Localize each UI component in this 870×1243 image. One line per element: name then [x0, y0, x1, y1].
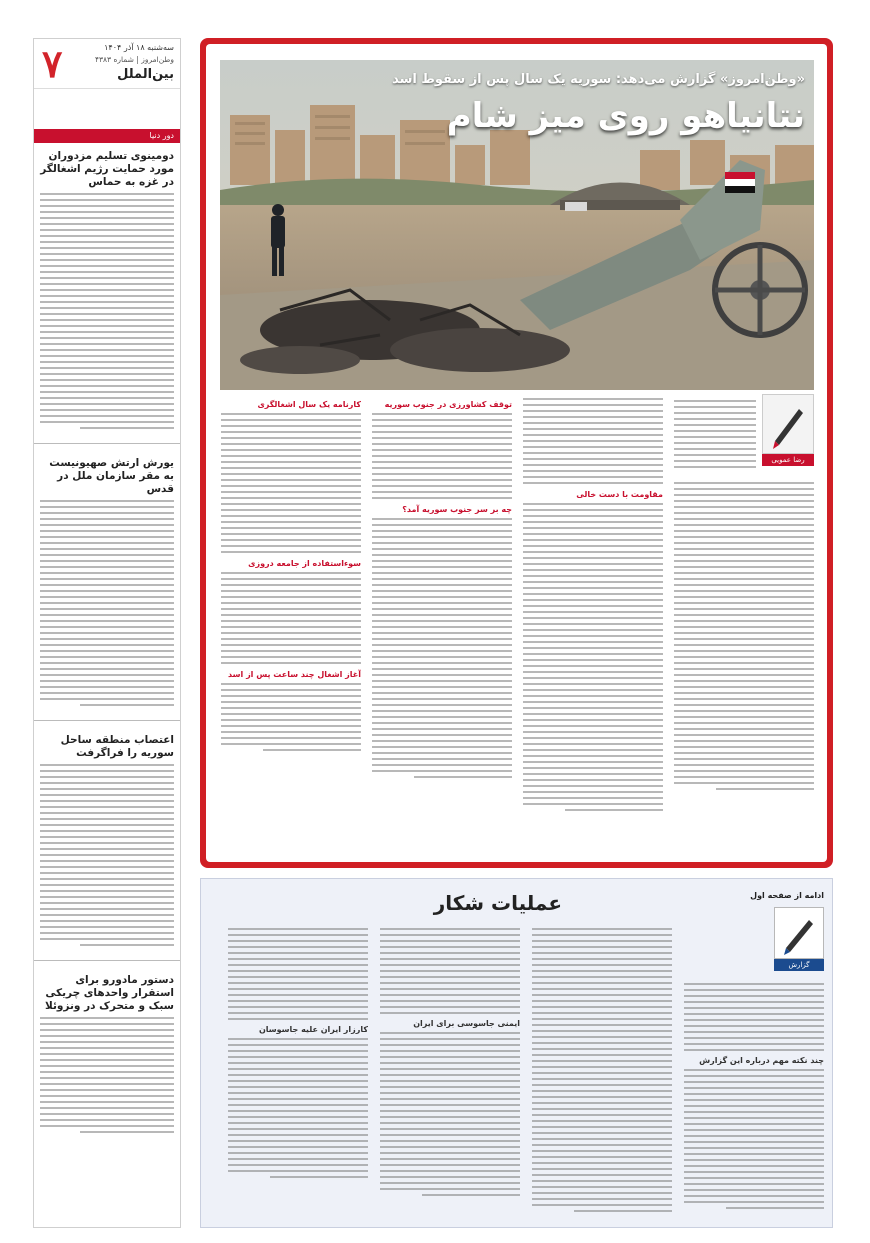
subheading: سوءاستفاده از جامعه دروزی	[248, 559, 361, 568]
section-ribbon: دور دنیا	[34, 129, 180, 143]
story-body	[40, 1017, 174, 1133]
divider	[34, 443, 180, 444]
bottom-feature	[200, 878, 833, 1228]
main-story	[206, 44, 827, 862]
sidebar-story[interactable]	[34, 143, 180, 437]
story-column	[674, 394, 814, 854]
story-columns	[220, 394, 814, 854]
sidebar-story[interactable]	[34, 967, 180, 1141]
sidebar-story[interactable]	[34, 450, 180, 714]
subheading: مقاومت با دست خالی	[576, 490, 663, 499]
subheading: چند نکته مهم درباره این گزارش	[699, 1056, 824, 1065]
author-name: رضا عمویی	[762, 454, 814, 466]
subheading: آغاز اشغال چند ساعت پس از اسد	[228, 670, 361, 679]
pen-icon	[773, 908, 823, 960]
story-title[interactable]: دومینوی تسلیم مزدوران مورد حمایت رژیم اشغالگر در غزه به حماس	[40, 150, 174, 188]
story-column	[523, 394, 663, 854]
story-column	[372, 394, 512, 854]
subheading: توقف کشاورزی در جنوب سوریه	[384, 400, 512, 409]
feature-column	[380, 924, 520, 1219]
story-column	[221, 394, 361, 854]
story-title[interactable]: اعتصاب منطقه ساحل سوریه را فراگرفت	[60, 734, 174, 759]
subheading: کارنامه یک سال اشغالگری	[257, 400, 361, 409]
divider	[34, 720, 180, 721]
subheading: ایمنی جاسوسی برای ایران	[413, 1019, 520, 1028]
story-body	[674, 394, 756, 468]
story-kicker: «وطن‌امروز» گزارش می‌دهد: سوریه یک سال پس از سقوط اسد	[392, 72, 805, 87]
report-tag: گزارش	[774, 959, 824, 971]
page-header	[34, 39, 180, 89]
feature-column	[228, 924, 368, 1219]
main-story-frame	[200, 38, 833, 868]
sidebar-story[interactable]	[34, 727, 180, 954]
story-title[interactable]: یورش ارتش صهیونیست به مقر سازمان ملل در قدس	[49, 457, 174, 495]
section-name: بین‌الملل	[117, 67, 174, 82]
divider	[34, 960, 180, 961]
story-title[interactable]: دستور مادورو برای استقرار واحدهای چریکی سبک و متحرک در ونزوئلا	[44, 974, 174, 1012]
report-badge	[774, 907, 824, 959]
issue-date: سه‌شنبه ۱۸ آذر ۱۴۰۴	[104, 43, 174, 52]
page-number: ۷	[42, 41, 63, 86]
story-headline[interactable]: نتانیاهو روی میز شام	[446, 96, 805, 136]
news-sidebar	[33, 38, 181, 1228]
issue-number: وطن‌امروز | شماره ۴۳۸۳	[94, 55, 174, 64]
feature-kicker: ادامه از صفحه اول	[750, 891, 824, 900]
story-body	[674, 482, 814, 790]
feature-title[interactable]: عملیات شکار	[433, 891, 562, 915]
subheading: کارزار ایران علیه جاسوسان	[258, 1025, 368, 1034]
subheading: چه بر سر جنوب سوریه آمد؟	[402, 505, 512, 514]
author-photo	[762, 394, 814, 454]
feature-column	[532, 924, 672, 1219]
feature-column	[684, 979, 824, 1219]
story-body	[40, 500, 174, 706]
story-body	[40, 193, 174, 429]
story-body	[40, 764, 174, 946]
pen-icon	[761, 395, 813, 455]
